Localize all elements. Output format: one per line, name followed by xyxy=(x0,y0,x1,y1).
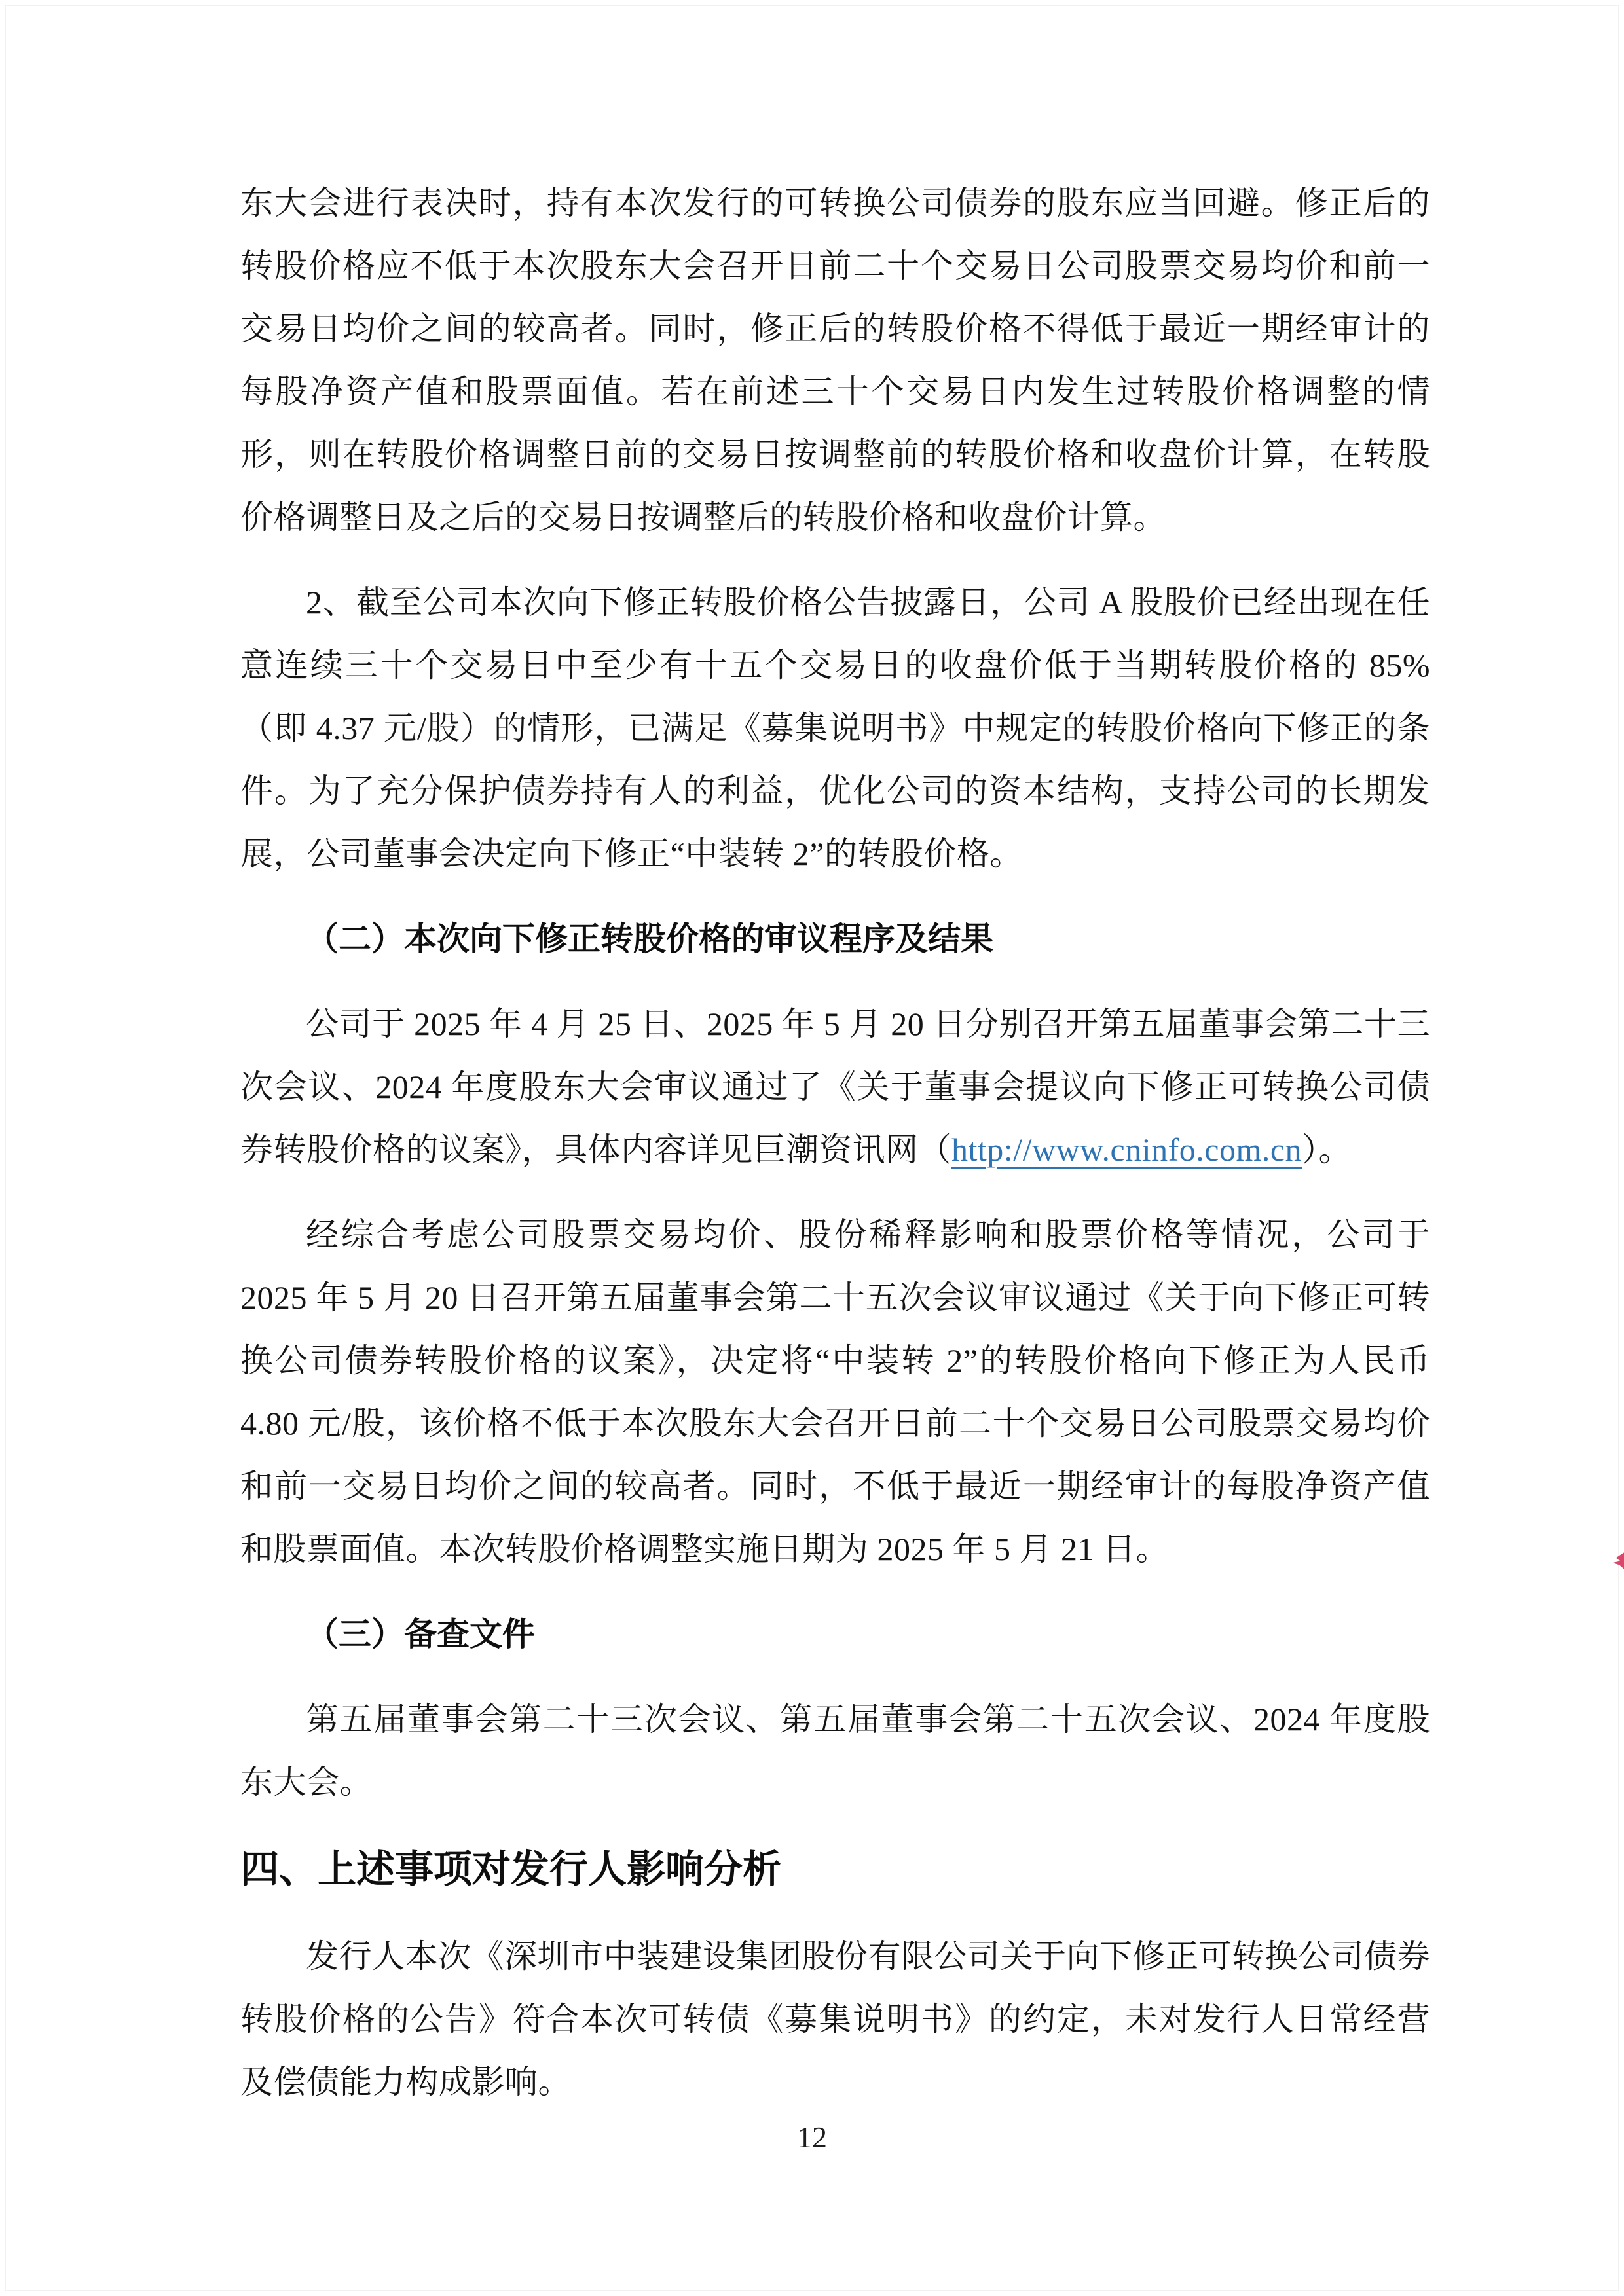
paragraph-revised-price-decision: 经综合考虑公司股票交易均价、股份稀释影响和股票价格等情况，公司于 2025 年 5 月 20 日召开第五届董事会第二十五次会议审议通过《关于向下修正可转换公司债券转股价格的议案》，决定将“中装转 2”的转股价格向下修正为人民币 4.80 元/股，该价格不低于本次股东大会召开日前二十个交易日公司股票交易均价和前一交易日均价之间的较高者。同时，不低于最近一期经审计的每股净资产值和股票面值。本次转股价格调整实施日期为 2025 年 5 月 21 日。 xyxy=(240,1216,1430,1567)
cninfo-website-link[interactable]: http://www.cninfo.com.cn xyxy=(951,1131,1302,1168)
page-content xyxy=(240,172,1430,2136)
paragraph-impact-statement: 发行人本次《深圳市中装建设集团股份有限公司关于向下修正可转换公司债券转股价格的公告》符合本次可转债《募集说明书》的约定，未对发行人日常经营及偿债能力构成影响。 xyxy=(240,1938,1430,2100)
paragraph-condition-met: 2、截至公司本次向下修正转股价格公告披露日，公司 A 股股价已经出现在任意连续三十个交易日中至少有十五个交易日的收盘价低于当期转股价格的 85%（即 4.37 元/股）的情形，已满足《募集说明书》中规定的转股价格向下修正的条件。为了充分保护债券持有人的利益，优化公司的资本结构，支持公司的长期发展，公司董事会决定向下修正“中装转 2”的转股价格。 xyxy=(240,584,1430,872)
page-number: 12 xyxy=(797,2121,827,2154)
red-ink-mark xyxy=(1612,1550,1624,1573)
paragraph-board-meetings-text-after: ）。 xyxy=(1302,1131,1352,1168)
paragraph-reference-documents-list: 第五届董事会第二十三次会议、第五届董事会第二十五次会议、2024 年度股东大会。 xyxy=(240,1701,1430,1800)
paragraph-board-meetings xyxy=(240,993,1430,1181)
section-heading-reference-documents: （三）备查文件 xyxy=(306,1616,535,1652)
paragraph-price-revision-rules: 东大会进行表决时，持有本次发行的可转换公司债券的股东应当回避。修正后的转股价格应不低于本次股东大会召开日前二十个交易日公司股票交易均价和前一交易日均价之间的较高者。同时，修正后的转股价格不得低于最近一期经审计的每股净资产值和股票面值。若在前述三十个交易日内发生过转股价格调整的情形，则在转股价格调整日前的交易日按调整前的转股价格和收盘价计算，在转股价格调整日及之后的交易日按调整后的转股价格和收盘价计算。 xyxy=(240,185,1430,536)
paragraph-board-meetings-text-before: 公司于 2025 年 4 月 25 日、2025 年 5 月 20 日分别召开第五届董事会第二十三次会议、2024 年度股东大会审议通过了《关于董事会提议向下修正可转换公司债券转股价格的议案》，具体内容详见巨潮资讯网（ xyxy=(240,1006,1430,1168)
section-heading-review-procedure: （二）本次向下修正转股价格的审议程序及结果 xyxy=(306,920,993,957)
chapter-heading-impact-analysis: 四、上述事项对发行人影响分析 xyxy=(240,1848,782,1891)
